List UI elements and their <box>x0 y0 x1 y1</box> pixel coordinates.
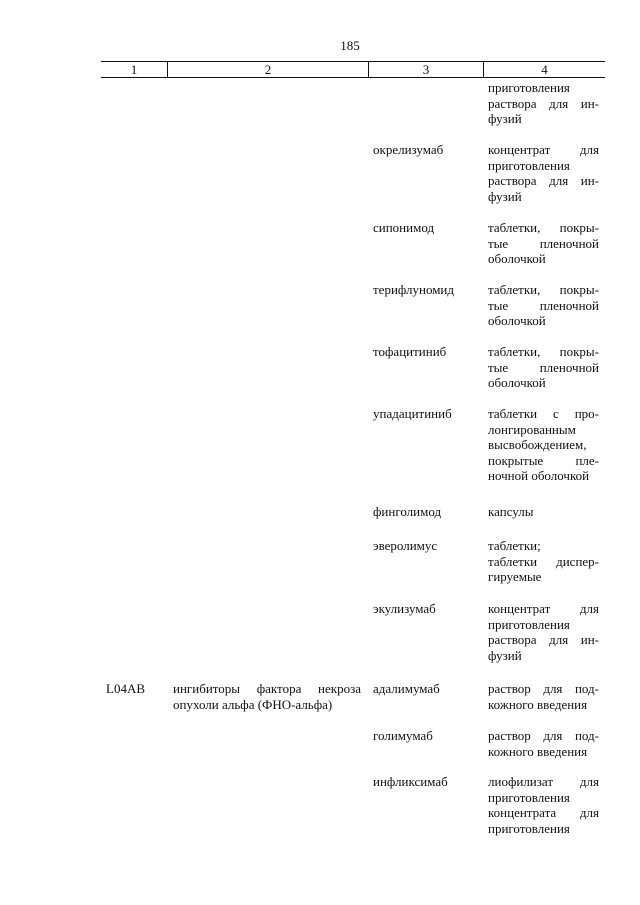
dosage-form-line: оболочкой <box>488 313 546 328</box>
dosage-form-line: таблетки, покры- <box>488 282 599 297</box>
dosage-form-line: приготовления <box>488 820 570 836</box>
dosage-form-line: приготовления <box>488 157 570 173</box>
column-header-2: 2 <box>168 62 369 77</box>
dosage-form-line: покрытые пле- <box>488 452 599 468</box>
column-header-1: 1 <box>101 62 168 77</box>
dosage-form-line: оболочкой <box>488 375 546 390</box>
column-header-4: 4 <box>541 62 548 77</box>
dosage-form-line: лонгированным <box>488 421 576 437</box>
dosage-form-line: приготовления <box>488 616 570 632</box>
dosage-form-cell <box>488 80 599 127</box>
drug-name-cell: инфликсимаб <box>373 774 448 789</box>
page-number: 185 <box>340 38 360 53</box>
dosage-form-cell <box>488 282 599 329</box>
dosage-form-line: концентрат для <box>488 142 599 157</box>
dosage-form-cell <box>488 538 599 585</box>
dosage-form-line: гируемые <box>488 569 542 584</box>
table-column-header-row <box>101 61 605 78</box>
drug-name-cell: терифлуномид <box>373 282 455 297</box>
dosage-form-line: таблетки; <box>488 538 541 553</box>
dosage-form-cell <box>488 142 599 204</box>
dosage-form-line: концентрат для <box>488 601 599 616</box>
dosage-form-line: фузий <box>488 647 522 663</box>
drug-name-cell: адалимумаб <box>373 681 440 696</box>
dosage-form-line: фузий <box>488 188 522 204</box>
dosage-form-line: тые пленочной <box>488 235 599 251</box>
dosage-form-line: приготовления <box>488 80 570 95</box>
dosage-form-line: таблетки диспер- <box>488 553 599 569</box>
group-name-line: ингибиторы фактора некроза <box>173 681 361 696</box>
dosage-form-line: тые пленочной <box>488 359 599 375</box>
drug-name-cell: тофацитиниб <box>373 344 447 359</box>
dosage-form-line: раствор для под- <box>488 728 599 743</box>
dosage-form-line: раствора для ин- <box>488 632 599 647</box>
dosage-form-line: капсулы <box>488 504 534 519</box>
dosage-form-line: раствора для ин- <box>488 173 599 188</box>
dosage-form-line: раствора для ин- <box>488 95 599 111</box>
drug-name-cell: сипонимод <box>373 220 435 235</box>
dosage-form-cell <box>488 774 599 836</box>
drug-name-cell: голимумаб <box>373 728 433 743</box>
drug-name-cell: окрелизумаб <box>373 142 444 157</box>
dosage-form-line: ночной оболочкой <box>488 468 590 483</box>
dosage-form-line: кожного введения <box>488 743 588 759</box>
group-name-cell <box>173 681 361 712</box>
dosage-form-line: оболочкой <box>488 251 546 266</box>
drug-name-cell: экулизумаб <box>373 601 436 616</box>
dosage-form-line: таблетки, покры- <box>488 344 599 359</box>
drug-name-cell: финголимод <box>373 504 442 519</box>
dosage-form-line: лиофилизат для <box>488 774 599 789</box>
dosage-form-cell <box>488 681 599 712</box>
dosage-form-cell <box>488 406 599 484</box>
dosage-form-line: таблетки, покры- <box>488 220 599 235</box>
dosage-form-line: фузий <box>488 111 522 126</box>
drug-name-cell: эверолимус <box>373 538 438 553</box>
column-header-3: 3 <box>369 62 484 77</box>
dosage-form-line: тые пленочной <box>488 297 599 313</box>
dosage-form-cell <box>488 728 599 759</box>
dosage-form-line: кожного введения <box>488 696 588 712</box>
dosage-form-line: высвобождением, <box>488 437 587 452</box>
dosage-form-line: концентрата для <box>488 805 599 820</box>
dosage-form-cell <box>488 344 599 391</box>
dosage-form-cell <box>488 601 599 663</box>
drug-name-cell: упадацитиниб <box>373 406 452 421</box>
atc-code-cell: L04AB <box>106 681 145 696</box>
dosage-form-cell <box>488 220 599 267</box>
dosage-form-line: раствор для под- <box>488 681 599 696</box>
dosage-form-line: таблетки с про- <box>488 406 599 421</box>
dosage-form-line: приготовления <box>488 789 570 805</box>
group-name-line: опухоли альфа (ФНО-альфа) <box>173 696 333 712</box>
dosage-form-cell <box>488 504 599 520</box>
